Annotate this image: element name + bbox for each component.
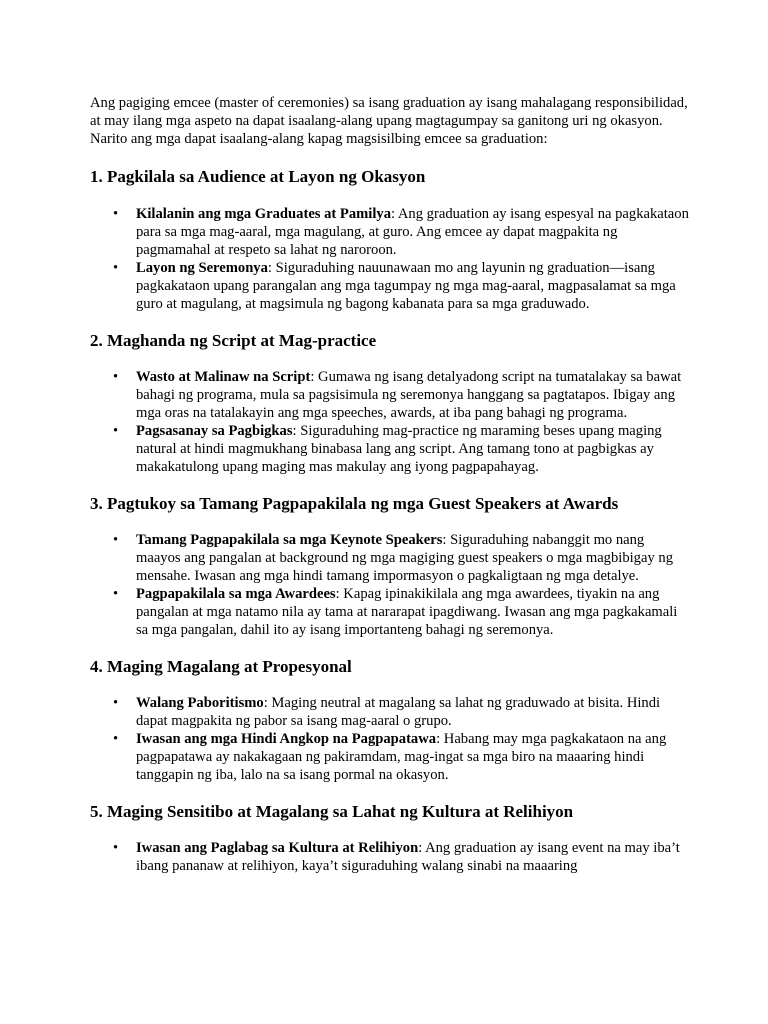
bullet-term: Walang Paboritismo bbox=[136, 695, 264, 711]
bullet-text: : Kapag ipinakikilala ang mga awardees, tiyakin na ang pangalan at mga natamo nila ay tama at nararapat ipagdiwang. Iwasan ang mga pagkakamali sa mga pangalan, dahil ito ay isang importanteng bahagi ng seremonya. bbox=[136, 586, 678, 638]
bullet-term: Pagpapakilala sa mga Awardees bbox=[136, 586, 336, 602]
bullet-text: : Siguraduhing nauunawaan mo ang layunin ng graduation—isang pagkakataon upang parangalan ang mga tagumpay ng mga mag-aaral, magpasalamat sa mga guro at magulang, at magsimula ng bagong kabanata para sa mga graduwado. bbox=[136, 260, 676, 312]
section-4 bbox=[90, 656, 690, 784]
list-item bbox=[90, 368, 690, 422]
list-item bbox=[90, 694, 690, 730]
bullet-text: : Siguraduhing mag-practice ng maraming beses upang maging natural at hindi magmukhang binabasa lang ang script. Ang tamang tono at pagbigkas ay makakatulong upang maging mas makulay ang iyong pagpapahayag. bbox=[136, 423, 662, 475]
bullet-icon: • bbox=[113, 260, 119, 276]
bullet-icon: • bbox=[113, 206, 119, 222]
section-heading: 1. Pagkilala sa Audience at Layon ng Okasyon bbox=[90, 167, 426, 186]
list-item bbox=[90, 585, 690, 639]
bullet-term: Kilalanin ang mga Graduates at Pamilya bbox=[136, 206, 391, 222]
list-item bbox=[90, 531, 690, 585]
bullet-term: Layon ng Seremonya bbox=[136, 260, 268, 276]
bullet-list bbox=[90, 531, 690, 639]
bullet-text: : Habang may mga pagkakataon na ang pagpapatawa ay nakakagaan ng pakiramdam, mag-ingat sa mga biro na maaaring hindi tanggapin ng iba, lalo na sa isang pormal na okasyon. bbox=[136, 731, 667, 783]
list-item bbox=[90, 730, 690, 784]
bullet-list bbox=[90, 839, 690, 875]
bullet-list bbox=[90, 368, 690, 476]
section-1 bbox=[90, 166, 690, 313]
bullet-term: Wasto at Malinaw na Script bbox=[136, 369, 311, 385]
bullet-icon: • bbox=[113, 586, 119, 602]
list-item bbox=[90, 422, 690, 476]
bullet-icon: • bbox=[113, 423, 119, 439]
bullet-text: : Gumawa ng isang detalyadong script na tumatalakay sa bawat bahagi ng programa, mula sa pagsisimula ng seremonya hanggang sa pagtatapos. Ibigay ang mga oras na tatalakayin ang mga speeches, awards, at iba pang bahagi ng programa. bbox=[136, 369, 682, 421]
bullet-term: Iwasan ang Paglabag sa Kultura at Relihiyon bbox=[136, 840, 419, 856]
bullet-icon: • bbox=[113, 532, 119, 548]
section-5 bbox=[90, 801, 690, 875]
list-item bbox=[90, 839, 690, 875]
bullet-icon: • bbox=[113, 731, 119, 747]
bullet-term: Iwasan ang mga Hindi Angkop na Pagpapatawa bbox=[136, 731, 437, 747]
list-item bbox=[90, 205, 690, 259]
section-heading: 2. Maghanda ng Script at Mag-practice bbox=[90, 331, 377, 350]
bullet-icon: • bbox=[113, 695, 119, 711]
bullet-term: Tamang Pagpapakilala sa mga Keynote Speakers bbox=[136, 532, 443, 548]
bullet-list bbox=[90, 205, 690, 313]
bullet-text: : Ang graduation ay isang event na may iba’t ibang pananaw at relihiyon, kaya’t siguraduhing walang sinabi na maaaring bbox=[136, 840, 680, 874]
bullet-text: : Maging neutral at magalang sa lahat ng graduwado at bisita. Hindi dapat magpakita ng pabor sa isang mag-aaral o grupo. bbox=[136, 695, 661, 729]
section-heading: 5. Maging Sensitibo at Magalang sa Lahat ng Kultura at Relihiyon bbox=[90, 802, 574, 821]
section-2 bbox=[90, 330, 690, 476]
section-heading: 3. Pagtukoy sa Tamang Pagpapakilala ng mga Guest Speakers at Awards bbox=[90, 494, 619, 513]
bullet-icon: • bbox=[113, 840, 119, 856]
section-3 bbox=[90, 493, 690, 639]
bullet-term: Pagsasanay sa Pagbigkas bbox=[136, 423, 293, 439]
bullet-text: : Siguraduhing nabanggit mo nang maayos ang pangalan at background ng mga magiging guest speakers o mga magbibigay ng mensahe. Iwasan ang mga hindi tamang impormasyon o pagkaligtaan ng mga detalye. bbox=[136, 532, 673, 584]
bullet-list bbox=[90, 694, 690, 784]
bullet-icon: • bbox=[113, 369, 119, 385]
list-item bbox=[90, 259, 690, 313]
section-heading: 4. Maging Magalang at Propesyonal bbox=[90, 657, 352, 676]
document-page bbox=[90, 94, 690, 892]
bullet-text: : Ang graduation ay isang espesyal na pagkakataon para sa mga mag-aaral, mga magulang, at guro. Ang emcee ay dapat magpakita ng pagmamahal at respeto sa lahat ng naroroon. bbox=[136, 206, 689, 258]
intro-paragraph: Ang pagiging emcee (master of ceremonies) sa isang graduation ay isang mahalagang responsibilidad, at may ilang mga aspeto na dapat isaalang-alang upang magtagumpay sa ganitong uri ng okasyon. Narito ang mga dapat isaalang-alang kapag magsisilbing emcee sa graduation: bbox=[90, 95, 688, 147]
